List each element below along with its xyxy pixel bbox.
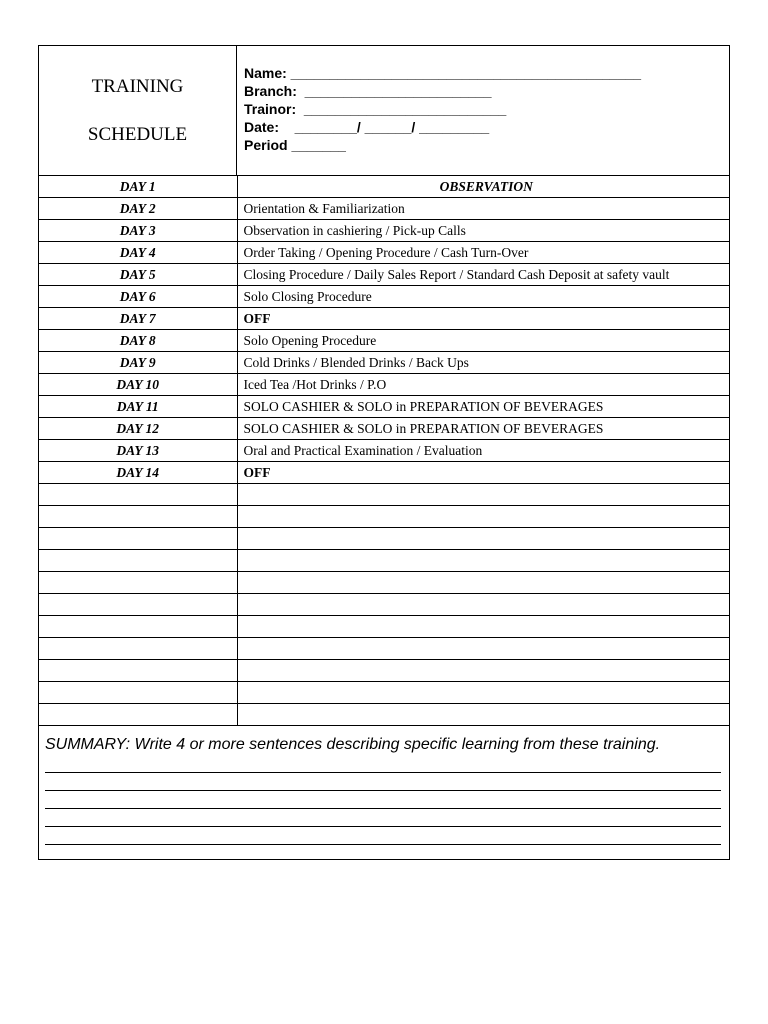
day-cell: DAY 2 xyxy=(39,198,237,220)
day-cell: DAY 8 xyxy=(39,330,237,352)
activity-cell xyxy=(237,506,729,528)
table-row xyxy=(39,638,729,660)
summary-line[interactable] xyxy=(45,791,721,809)
day-cell: DAY 7 xyxy=(39,308,237,330)
day-cell: DAY 9 xyxy=(39,352,237,374)
day-cell: DAY 10 xyxy=(39,374,237,396)
table-row xyxy=(39,484,729,506)
form-title xyxy=(39,46,237,175)
table-row xyxy=(39,462,729,484)
day-cell xyxy=(39,528,237,550)
table-row xyxy=(39,220,729,242)
day-cell xyxy=(39,682,237,704)
table-row xyxy=(39,682,729,704)
trainor-field[interactable]: Trainor: __________________________ xyxy=(244,101,507,117)
activity-cell xyxy=(237,550,729,572)
activity-cell xyxy=(237,638,729,660)
table-row xyxy=(39,330,729,352)
activity-cell: Observation in cashiering / Pick-up Calls xyxy=(237,220,729,242)
summary-line[interactable] xyxy=(45,827,721,845)
day-cell: DAY 12 xyxy=(39,418,237,440)
name-field[interactable]: Name: _____________________________________________ xyxy=(244,65,642,81)
table-row xyxy=(39,352,729,374)
summary-instructions: SUMMARY: Write 4 or more sentences describing specific learning from these training. xyxy=(45,736,661,753)
day-cell: DAY 1 xyxy=(39,176,237,198)
title-line-1: TRAINING xyxy=(91,75,184,97)
activity-cell: Oral and Practical Examination / Evaluation xyxy=(237,440,729,462)
summary-line[interactable] xyxy=(45,755,721,773)
day-cell: DAY 14 xyxy=(39,462,237,484)
schedule-table xyxy=(39,176,729,726)
activity-cell xyxy=(237,484,729,506)
activity-cell xyxy=(237,528,729,550)
table-row xyxy=(39,264,729,286)
day-cell: DAY 13 xyxy=(39,440,237,462)
table-row xyxy=(39,418,729,440)
activity-cell xyxy=(237,616,729,638)
date-field[interactable]: Date: ________/ ______/ _________ xyxy=(244,119,490,135)
day-cell xyxy=(39,704,237,726)
activity-cell: Closing Procedure / Daily Sales Report / Standard Cash Deposit at safety vault xyxy=(237,264,729,286)
training-schedule-form xyxy=(38,45,730,860)
table-row xyxy=(39,286,729,308)
table-row xyxy=(39,198,729,220)
trainee-info-fields xyxy=(237,46,729,175)
table-row xyxy=(39,506,729,528)
summary-line[interactable] xyxy=(45,773,721,791)
summary-line[interactable] xyxy=(45,809,721,827)
activity-cell: Iced Tea /Hot Drinks / P.O xyxy=(237,374,729,396)
activity-cell: SOLO CASHIER & SOLO in PREPARATION OF BEVERAGES xyxy=(237,396,729,418)
form-header xyxy=(39,46,729,176)
day-cell xyxy=(39,484,237,506)
day-cell xyxy=(39,638,237,660)
day-cell: DAY 5 xyxy=(39,264,237,286)
summary-section xyxy=(39,726,729,859)
table-row xyxy=(39,660,729,682)
table-row xyxy=(39,396,729,418)
day-cell xyxy=(39,572,237,594)
activity-cell: Order Taking / Opening Procedure / Cash Turn-Over xyxy=(237,242,729,264)
activity-cell: OFF xyxy=(237,308,729,330)
activity-cell xyxy=(237,704,729,726)
day-cell: DAY 4 xyxy=(39,242,237,264)
day-cell: DAY 11 xyxy=(39,396,237,418)
day-cell xyxy=(39,594,237,616)
table-row xyxy=(39,242,729,264)
day-cell: DAY 6 xyxy=(39,286,237,308)
branch-field[interactable]: Branch: ________________________ xyxy=(244,83,492,99)
title-line-2: SCHEDULE xyxy=(87,123,188,145)
activity-cell: Solo Closing Procedure xyxy=(237,286,729,308)
activity-cell xyxy=(237,682,729,704)
table-row xyxy=(39,704,729,726)
day-cell xyxy=(39,506,237,528)
period-field[interactable]: Period _______ xyxy=(244,137,346,153)
table-row xyxy=(39,308,729,330)
activity-cell: SOLO CASHIER & SOLO in PREPARATION OF BEVERAGES xyxy=(237,418,729,440)
activity-cell: Solo Opening Procedure xyxy=(237,330,729,352)
table-row xyxy=(39,550,729,572)
table-row xyxy=(39,374,729,396)
activity-cell xyxy=(237,660,729,682)
activity-cell: Cold Drinks / Blended Drinks / Back Ups xyxy=(237,352,729,374)
table-row xyxy=(39,572,729,594)
day-cell: DAY 3 xyxy=(39,220,237,242)
activity-cell: Orientation & Familiarization xyxy=(237,198,729,220)
day-cell xyxy=(39,660,237,682)
activity-cell: OFF xyxy=(237,462,729,484)
activity-cell xyxy=(237,594,729,616)
observation-header-cell: OBSERVATION xyxy=(237,176,729,198)
activity-cell xyxy=(237,572,729,594)
table-row xyxy=(39,176,729,198)
table-row xyxy=(39,594,729,616)
day-cell xyxy=(39,616,237,638)
day-cell xyxy=(39,550,237,572)
table-row xyxy=(39,528,729,550)
table-row xyxy=(39,440,729,462)
table-row xyxy=(39,616,729,638)
